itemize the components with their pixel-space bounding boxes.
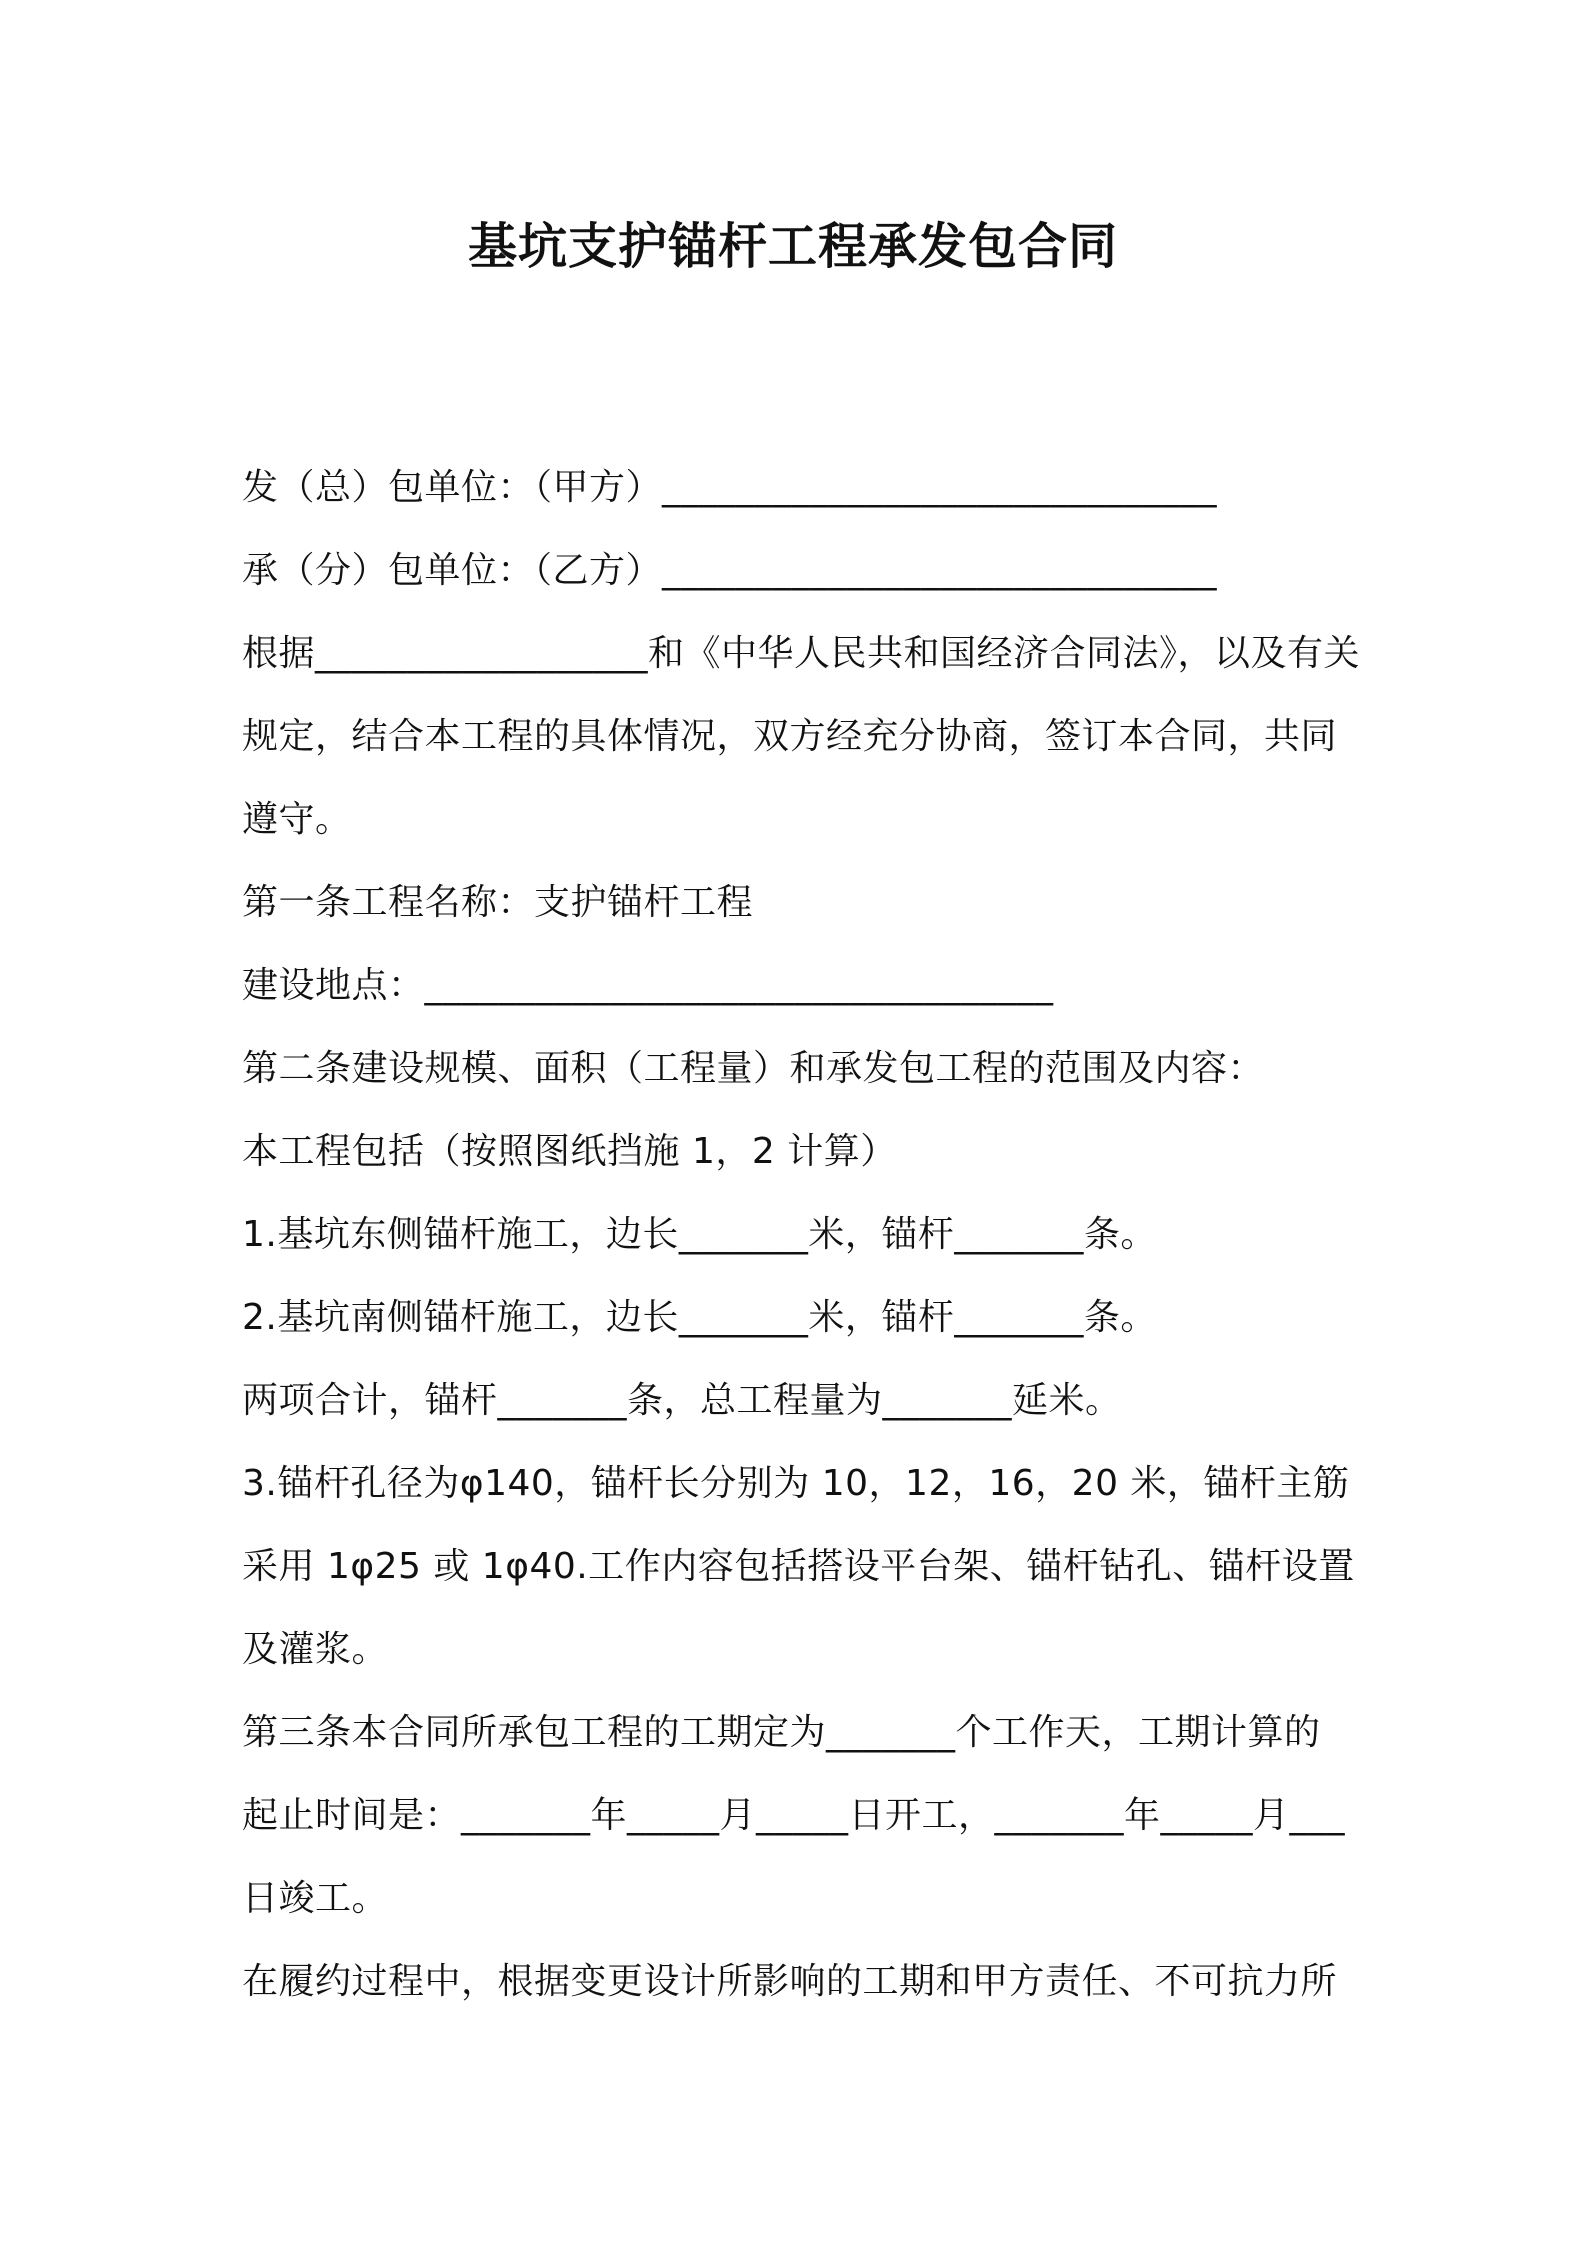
document-title: 基坑支护锚杆工程承发包合同: [467, 218, 1118, 275]
article-3-line-3: 日竣工。: [242, 1878, 389, 1919]
total-line: 两项合计，锚杆_______条，总工程量为_______延米。: [242, 1380, 1122, 1421]
party-b-line: 承（分）包单位：（乙方）______________________________: [242, 550, 1218, 591]
preamble-line-2: 规定，结合本工程的具体情况，双方经充分协商，签订本合同，共同: [242, 716, 1338, 757]
performance-line: 在履约过程中，根据变更设计所影响的工期和甲方责任、不可抗力所: [242, 1961, 1338, 2002]
article-3-line-1: 第三条本合同所承包工程的工期定为_______个工作天，工期计算的: [242, 1712, 1321, 1753]
preamble-line-3: 遵守。: [242, 799, 352, 840]
article-1-project-name: 第一条工程名称：支护锚杆工程: [242, 882, 754, 923]
east-side-item: 1.基坑东侧锚杆施工，边长_______米，锚杆_______条。: [242, 1214, 1157, 1255]
item-3-line-2: 采用 1φ25 或 1φ40.工作内容包括搭设平台架、锚杆钻孔、锚杆设置: [242, 1546, 1355, 1587]
south-side-item: 2.基坑南侧锚杆施工，边长_______米，锚杆_______条。: [242, 1297, 1157, 1338]
item-3-line-1: 3.锚杆孔径为φ140，锚杆长分别为 10，12，16，20 米，锚杆主筋: [242, 1463, 1350, 1504]
project-scope-line: 本工程包括（按照图纸挡施 1，2 计算）: [242, 1131, 897, 1172]
construction-site-line: 建设地点：__________________________________: [242, 965, 1054, 1006]
preamble-line-1: 根据__________________和《中华人民共和国经济合同法》，以及有关: [242, 633, 1361, 674]
item-3-line-3: 及灌浆。: [242, 1629, 389, 1670]
party-a-line: 发（总）包单位：（甲方）______________________________: [242, 467, 1218, 508]
article-2-heading: 第二条建设规模、面积（工程量）和承发包工程的范围及内容：: [242, 1048, 1265, 1089]
article-3-line-2: 起止时间是：_______年_____月_____日开工，_______年_____月___: [242, 1795, 1346, 1836]
document-body: [242, 458, 1362, 2035]
